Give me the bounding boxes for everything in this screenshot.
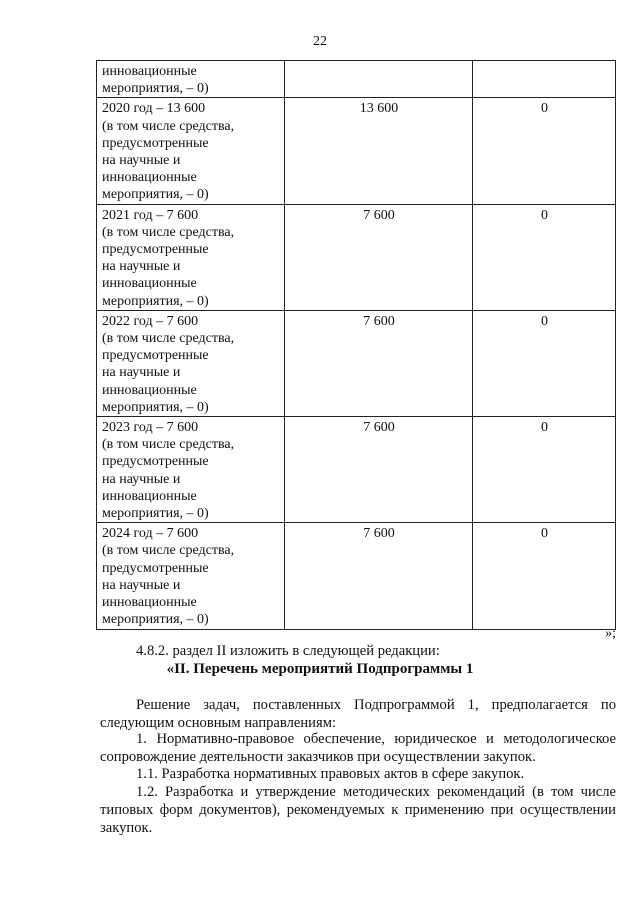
- other-cell: [473, 61, 616, 98]
- cell-line: 2020 год – 13 600: [102, 101, 206, 117]
- cell-line: мероприятия, – 0): [102, 187, 209, 203]
- cell-line: мероприятия, – 0): [102, 293, 209, 309]
- cell-line: инновационные: [102, 595, 197, 611]
- amount-cell: 7 600: [285, 204, 473, 310]
- cell-line: инновационные: [102, 488, 197, 504]
- cell-line: 2024 год – 7 600: [102, 526, 199, 542]
- cell-line: на научные и: [102, 471, 181, 487]
- funding-table: [96, 60, 616, 630]
- item-1-2-paragraph: 1.2. Разработка и утверждение методических рекомендаций (в том числе типовых форм документов), рекомендуемых к применению при осуществлении закупок.: [100, 784, 616, 836]
- table-row: [97, 523, 616, 629]
- cell-line: инновационные: [102, 382, 197, 398]
- year-cell: [97, 204, 285, 310]
- amount-cell: 7 600: [285, 417, 473, 523]
- cell-line: предусмотренные: [102, 454, 209, 470]
- cell-line: 2023 год – 7 600: [102, 420, 199, 436]
- amount-cell: 7 600: [285, 310, 473, 416]
- cell-line: на научные и: [102, 153, 181, 169]
- cell-line: (в том числе средства,: [102, 331, 235, 347]
- year-cell: [97, 417, 285, 523]
- year-cell: [97, 523, 285, 629]
- item-1-paragraph: 1. Нормативно-правовое обеспечение, юридическое и методологическое сопровождение деятельности заказчиков при осуществлении закупок.: [100, 731, 616, 765]
- table-row: [97, 61, 616, 98]
- cell-line: на научные и: [102, 259, 181, 275]
- cell-line: на научные и: [102, 577, 181, 593]
- table-row: [97, 98, 616, 204]
- amount-cell: 13 600: [285, 98, 473, 204]
- year-cell: [97, 98, 285, 204]
- closing-quote: »;: [605, 626, 616, 641]
- page-number: 22: [313, 34, 327, 49]
- cell-line: (в том числе средства,: [102, 118, 235, 134]
- cell-line: 2021 год – 7 600: [102, 207, 199, 223]
- cell-line: мероприятия, – 0): [102, 81, 209, 97]
- cell-line: предусмотренные: [102, 560, 209, 576]
- table-row: [97, 204, 616, 310]
- cell-line: инновационные: [102, 276, 197, 292]
- cell-line: 2022 год – 7 600: [102, 313, 199, 329]
- section-title: «II. Перечень мероприятий Подпрограммы 1: [166, 661, 474, 677]
- table-row: [97, 310, 616, 416]
- other-cell: 0: [473, 310, 616, 416]
- other-cell: 0: [473, 98, 616, 204]
- amount-cell: 7 600: [285, 523, 473, 629]
- intro-paragraph: Решение задач, поставленных Подпрограммой 1, предполагается по следующим основным направлениям:: [100, 697, 616, 731]
- cell-line: мероприятия, – 0): [102, 612, 209, 628]
- item-1-1-paragraph: 1.1. Разработка нормативных правовых актов в сфере закупок.: [136, 766, 525, 782]
- cell-line: (в том числе средства,: [102, 543, 235, 559]
- cell-line: мероприятия, – 0): [102, 399, 209, 415]
- other-cell: 0: [473, 523, 616, 629]
- amount-cell: [285, 61, 473, 98]
- year-cell: [97, 310, 285, 416]
- cell-line: предусмотренные: [102, 348, 209, 364]
- cell-line: инновационные: [102, 170, 197, 186]
- cell-line: предусмотренные: [102, 242, 209, 258]
- table-row: [97, 417, 616, 523]
- other-cell: 0: [473, 417, 616, 523]
- amendment-item: 4.8.2. раздел II изложить в следующей редакции:: [136, 643, 440, 659]
- cell-line: (в том числе средства,: [102, 437, 235, 453]
- other-cell: 0: [473, 204, 616, 310]
- cell-line: (в том числе средства,: [102, 224, 235, 240]
- cell-line: предусмотренные: [102, 135, 209, 151]
- cell-line: на научные и: [102, 365, 181, 381]
- year-cell: [97, 61, 285, 98]
- cell-line: инновационные: [102, 64, 197, 79]
- cell-line: мероприятия, – 0): [102, 506, 209, 522]
